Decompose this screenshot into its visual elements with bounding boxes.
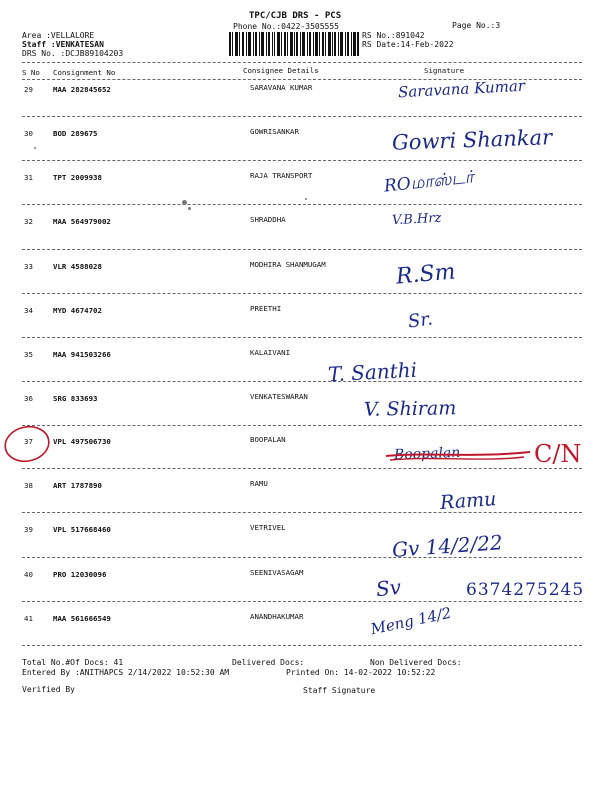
row-divider [22, 601, 582, 602]
row-sno: 33 [24, 262, 33, 271]
rs-number: RS No.:891042 [362, 31, 425, 40]
row-divider [22, 249, 582, 250]
row-divider [22, 204, 582, 205]
delivered-docs: Delivered Docs: [232, 658, 305, 667]
signature-row-38: Ramu [439, 488, 498, 514]
row-divider [22, 337, 582, 338]
row-divider [22, 160, 582, 161]
row-divider [22, 293, 582, 294]
row-consignee: VETRIVEL [250, 523, 286, 532]
signature-row-36: V. Shiram [363, 397, 457, 421]
signature-row-33: R.Sm [395, 259, 457, 290]
scan-speck [188, 207, 191, 210]
row-consignment: MAA 561666549 [53, 614, 111, 623]
row-consignment: MAA 941503266 [53, 350, 111, 359]
signature-row-35: T. Santhi [327, 357, 418, 387]
row-sno: 36 [24, 394, 33, 403]
rs-date: RS Date:14-Feb-2022 [362, 40, 454, 49]
strike-through-mark [384, 446, 532, 464]
signature-row-37: Boopalan [393, 444, 461, 464]
row-consignee: PREETHI [250, 304, 282, 313]
row-consignee: MODHIRA SHANMUGAM [250, 260, 326, 269]
row-consignee: RAMU [250, 479, 268, 488]
row-sno: 34 [24, 306, 33, 315]
total-docs: Total No.#Of Docs: 41 [22, 658, 124, 667]
row-divider [22, 425, 582, 426]
signature-row-39: Gv 14/2/22 [391, 530, 504, 562]
row-consignment: MYD 4674702 [53, 306, 102, 315]
staff-signature-label: Staff Signature [303, 686, 376, 695]
row-sno: 29 [24, 85, 33, 94]
row-sno: 32 [24, 217, 33, 226]
row-consignment: VLR 4588028 [53, 262, 102, 271]
row-sno: 40 [24, 570, 33, 579]
row-consignment: MAA 282845652 [53, 85, 111, 94]
printed-on: Printed On: 14-02-2022 10:52:22 [286, 668, 436, 677]
phone-note: 6374275245 [466, 580, 585, 600]
verified-by: Verified By [22, 685, 75, 694]
col-signature: Signature [424, 66, 465, 75]
scan-speck [305, 198, 307, 200]
row-consignment: VPL 517668460 [53, 525, 111, 534]
row-divider [22, 557, 582, 558]
signature-row-40: Sv [374, 574, 403, 602]
col-consignee: Consignee Details [243, 66, 319, 75]
document-title: TPC/CJB DRS - PCS [249, 11, 342, 21]
row-consignee: SHRADDHA [250, 215, 286, 224]
row-consignee: VENKATESWARAN [250, 392, 308, 401]
row-divider [22, 381, 582, 382]
row-consignment: ART 1787890 [53, 481, 102, 490]
row-divider [22, 645, 582, 646]
row-sno: 38 [24, 481, 33, 490]
signature-row-34: Sr. [406, 308, 435, 333]
row-sno: 41 [24, 614, 33, 623]
signature-row-31: ROமாஸ்டர் [383, 167, 475, 197]
signature-row-41: Meng 14/2 [369, 603, 453, 639]
row-consignment: SRG 833693 [53, 394, 98, 403]
drs-number: DRS No. :DCJB89104203 [22, 49, 124, 58]
row-sno: 30 [24, 129, 33, 138]
row-divider [22, 512, 582, 513]
phone-number: Phone No.:0422-3505555 [233, 22, 339, 31]
row-consignee: SEENIVASAGAM [250, 568, 304, 577]
row-consignee: ANANDHAKUMAR [250, 612, 304, 621]
row-consignee: KALAIVANI [250, 348, 291, 357]
page-number: Page No.:3 [452, 21, 501, 30]
row-sno: 31 [24, 173, 33, 182]
entered-by: Entered By :ANITHAPCS 2/14/2022 10:52:30 AM [22, 668, 230, 677]
row-consignee: SARAVANA KUMAR [250, 83, 313, 92]
row-consignee: GOWRISANKAR [250, 127, 299, 136]
row-consignment: TPT 2009938 [53, 173, 102, 182]
col-sno: S No [22, 68, 40, 77]
staff-label: Staff :VENKATESAN [22, 40, 104, 49]
header-divider-bottom [22, 79, 582, 80]
row-consignee: RAJA TRANSPORT [250, 171, 313, 180]
signature-row-32: V.B.Hrz [391, 210, 442, 229]
row-consignment: PRO 12030096 [53, 570, 107, 579]
signature-row-29: Saravana Kumar [397, 76, 526, 102]
header-divider-top [22, 62, 582, 63]
row-divider [22, 116, 582, 117]
non-delivered-docs: Non Delivered Docs: [370, 658, 462, 667]
scan-speck [34, 147, 36, 149]
row-consignee: BOOPALAN [250, 435, 286, 444]
row-sno: 39 [24, 525, 33, 534]
scan-speck [182, 200, 187, 205]
row-consignment: BOD 289675 [53, 129, 98, 138]
row-divider [22, 468, 582, 469]
row-consignment: MAA 564979002 [53, 217, 111, 226]
cn-mark: C/N [534, 440, 582, 468]
row-consignment: VPL 497506730 [53, 437, 111, 446]
col-consignment: Consignment No [53, 68, 116, 77]
row-sno: 35 [24, 350, 33, 359]
row-sno: 37 [24, 437, 33, 446]
area-label: Area :VELLALORE [22, 31, 95, 40]
signature-row-30: Gowri Shankar [391, 125, 553, 155]
barcode-image [229, 32, 359, 56]
